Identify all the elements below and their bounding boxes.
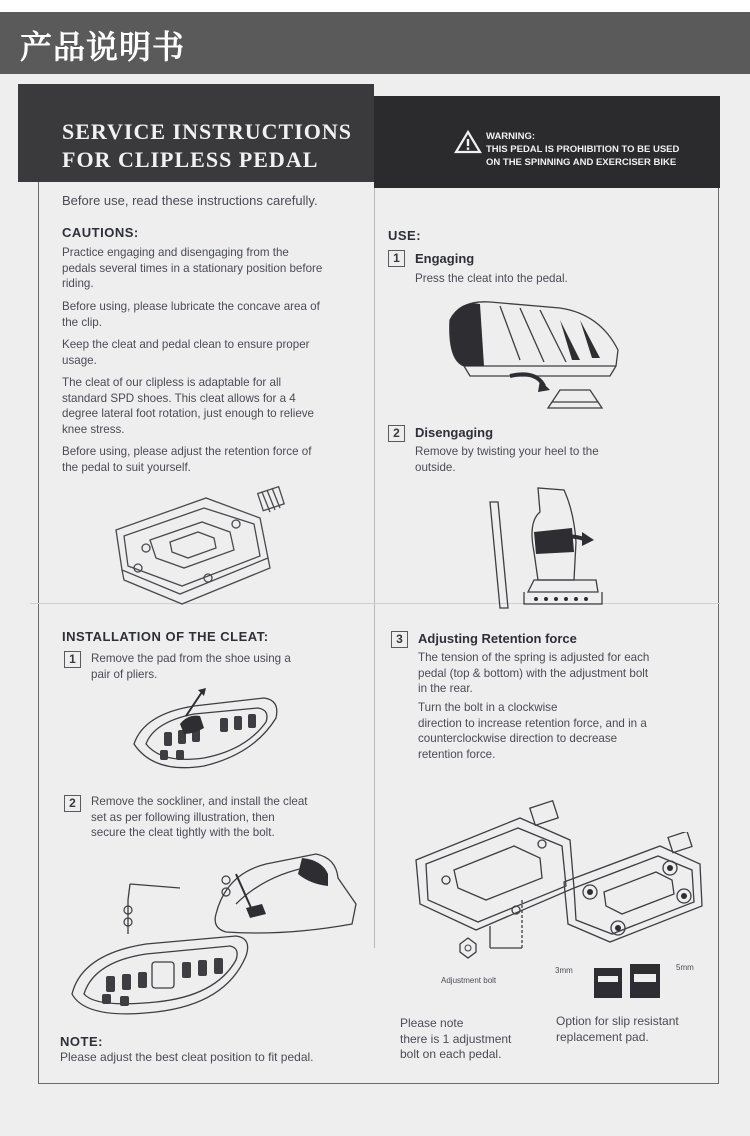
page-title: 产品说明书 xyxy=(20,28,186,66)
warning-banner xyxy=(374,96,720,188)
use-step-3-text-2 xyxy=(418,700,647,762)
caution-1-line-1: Practice engaging and disengaging from the xyxy=(62,246,289,259)
intro-text: Before use, read these instructions carefully. xyxy=(62,193,318,208)
title-banner xyxy=(18,84,374,182)
caution-4-line-2: standard SPD shoes. This cleat allows for a 4 xyxy=(62,391,296,405)
use-step-2-text xyxy=(415,444,599,475)
installation-heading: INSTALLATION OF THE CLEAT: xyxy=(62,629,269,644)
disengaging-illustration xyxy=(478,482,618,612)
use-step-3-text xyxy=(418,650,649,697)
install-step-2-number: 2 xyxy=(64,795,81,812)
caution-paragraph-3 xyxy=(62,337,310,368)
bolt-note-line-3: bolt on each pedal. xyxy=(400,1047,502,1061)
install-cleat-illustration xyxy=(66,844,366,1030)
use-step-3-number: 3 xyxy=(391,631,408,648)
pad-size-5mm-label: 5mm xyxy=(676,963,694,972)
bolt-note xyxy=(400,1016,511,1063)
install-step-2-line-3: secure the cleat tightly with the bolt. xyxy=(91,826,275,839)
use-step-2-number: 2 xyxy=(388,425,405,442)
pad-size-3mm-label: 3mm xyxy=(555,966,573,975)
caution-2-line-2: the clip. xyxy=(62,315,102,329)
replacement-pad-pedal-illustration xyxy=(560,832,710,952)
use-step-3b-line-3: counterclockwise direction to decrease xyxy=(418,732,618,745)
use-step-3-line-1: The tension of the spring is adjusted for each xyxy=(418,651,650,664)
caution-3-line-1: Keep the cleat and pedal clean to ensure proper xyxy=(62,338,310,351)
use-step-3b-line-2: direction to increase retention force, and in a xyxy=(418,716,647,730)
caution-paragraph-4 xyxy=(62,375,314,437)
use-step-3b-line-1: Turn the bolt in a clockwise xyxy=(418,701,558,714)
bolt-note-line-2: there is 1 adjustment xyxy=(400,1031,512,1046)
use-step-2-title: Disengaging xyxy=(415,425,494,440)
caution-paragraph-5 xyxy=(62,444,311,475)
replacement-pads-illustration xyxy=(590,962,670,1002)
install-step-1-number: 1 xyxy=(64,651,81,668)
install-step-2-line-2: set as per following illustration, then xyxy=(91,810,275,824)
title-line-2: FOR CLIPLESS PEDAL xyxy=(62,147,319,172)
use-step-1-number: 1 xyxy=(388,250,405,267)
frame-right xyxy=(718,188,719,1084)
engaging-illustration xyxy=(440,290,630,415)
remove-pad-illustration xyxy=(124,684,284,778)
install-step-1-line-2: pair of pliers. xyxy=(91,667,158,681)
warning-text xyxy=(486,130,679,169)
caution-2-line-1: Before using, please lubricate the concave area of xyxy=(62,300,320,313)
warning-icon xyxy=(454,130,482,154)
caution-paragraph-2 xyxy=(62,299,320,330)
use-heading: USE: xyxy=(388,228,422,243)
use-step-2-line-2: outside. xyxy=(415,460,456,474)
warning-line-2: THIS PEDAL IS PROHIBITION TO BE USED xyxy=(486,144,680,155)
install-step-1-text xyxy=(91,651,291,682)
adjustment-bolt-label: Adjustment bolt xyxy=(441,976,497,985)
cautions-heading: CAUTIONS: xyxy=(62,225,139,240)
use-step-3b-line-4: retention force. xyxy=(418,747,496,761)
caution-paragraph-1 xyxy=(62,245,322,292)
caution-3-line-2: usage. xyxy=(62,353,97,367)
install-step-2-line-1: Remove the sockliner, and install the cleat xyxy=(91,795,308,808)
note-heading: NOTE: xyxy=(60,1034,103,1049)
caution-4-line-1: The cleat of our clipless is adaptable for all xyxy=(62,376,282,389)
install-step-2-text xyxy=(91,794,308,841)
use-step-3-line-2: pedal (top & bottom) with the adjustment bolt xyxy=(418,666,649,680)
option-note-line-1: Option for slip resistant xyxy=(556,1014,679,1028)
use-step-3-title: Adjusting Retention force xyxy=(418,631,577,646)
warning-line-1: WARNING: xyxy=(486,131,536,142)
warning-line-3: ON THE SPINNING AND EXERCISER BIKE xyxy=(486,157,677,168)
pedal-illustration xyxy=(110,484,290,606)
bolt-note-line-1: Please note xyxy=(400,1016,464,1030)
caution-4-line-4: knee stress. xyxy=(62,422,125,436)
frame-left xyxy=(38,182,39,1084)
caution-1-line-3: riding. xyxy=(62,277,94,290)
header-bar xyxy=(0,12,750,74)
title-line-1: SERVICE INSTRUCTIONS xyxy=(62,119,353,144)
fold-line-vertical xyxy=(374,188,375,948)
use-step-1-title: Engaging xyxy=(415,251,475,266)
caution-5-line-2: the pedal to suit yourself. xyxy=(62,460,191,474)
option-note xyxy=(556,1014,679,1045)
frame-bottom xyxy=(38,1083,718,1084)
caution-4-line-3: degree lateral foot rotation, just enough to relieve xyxy=(62,407,315,420)
use-step-2-line-1: Remove by twisting your heel to the xyxy=(415,445,599,458)
note-text: Please adjust the best cleat position to fit pedal. xyxy=(60,1050,314,1064)
use-step-3-line-3: in the rear. xyxy=(418,682,473,695)
manual-title xyxy=(62,118,352,174)
install-step-1-line-1: Remove the pad from the shoe using a xyxy=(91,652,291,665)
use-step-1-text: Press the cleat into the pedal. xyxy=(415,272,568,285)
option-note-line-2: replacement pad. xyxy=(556,1029,649,1044)
caution-1-line-2: pedals several times in a stationary position before xyxy=(62,261,323,275)
caution-5-line-1: Before using, please adjust the retention force of xyxy=(62,445,312,458)
